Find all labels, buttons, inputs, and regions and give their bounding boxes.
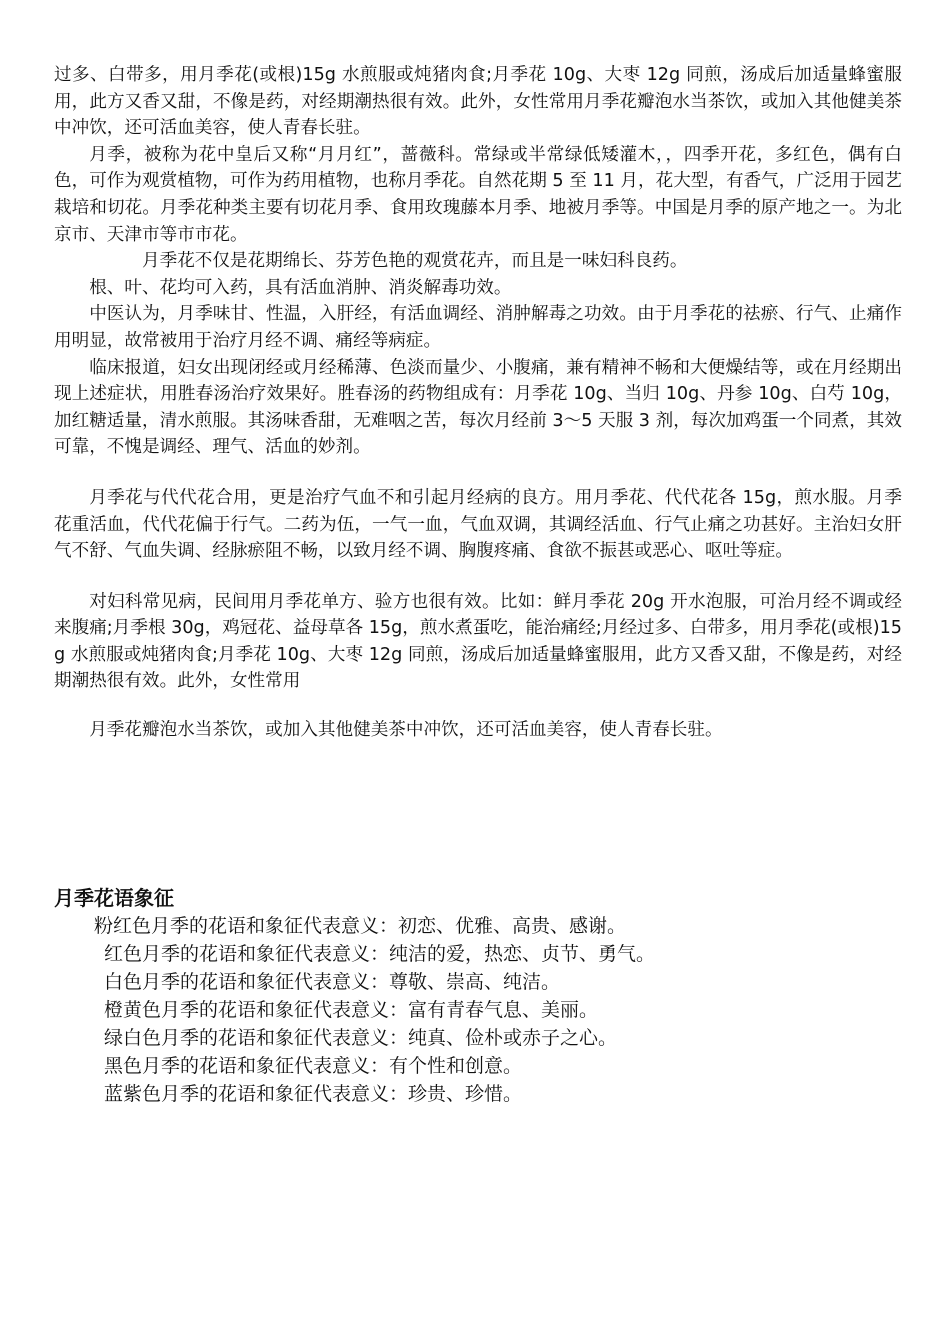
- symbolism-pink: 粉红色月季的花语和象征代表意义：初恋、优雅、高贵、感谢。: [94, 915, 627, 937]
- paragraph-combination: 月季花与代代花合用，更是治疗气血不和引起月经病的良方。用月季花、代代花各 15g，煎水服。月季花重活血，代代花偏于行气。二药为伍，一气一血，气血双调，其调经活血、行气止痛之功甚好。主治妇女肝气不舒、气血失调、经脉瘀阻不畅，以致月经不调、胸腹疼痛、食欲不振甚或恶心、呕吐等症。: [54, 487, 902, 562]
- symbolism-green-white: 绿白色月季的花语和象征代表意义：纯真、俭朴或赤子之心。: [104, 1027, 618, 1049]
- symbolism-white: 白色月季的花语和象征代表意义：尊敬、崇高、纯洁。: [104, 971, 561, 993]
- symbolism-red: 红色月季的花语和象征代表意义：纯洁的爱，热恋、贞节、勇气。: [104, 943, 656, 965]
- paragraph-clinical: 临床报道，妇女出现闭经或月经稀薄、色淡而量少、小腹痛，兼有精神不畅和大便燥结等，或在月经期出现上述症状，用胜春汤治疗效果好。胜春汤的药物组成有：月季花 10g、当归 10g、丹参 10g、白芍 10g，加红糖适量，清水煎服。其汤味香甜，无难咽之苦，每次月经前 3～5 天服 3 剂，每次加鸡蛋一个同煮，其效可靠，不愧是调经、理气、活血的妙剂。: [54, 357, 902, 458]
- symbolism-black: 黑色月季的花语和象征代表意义：有个性和创意。: [104, 1055, 523, 1077]
- symbolism-orange-yellow: 橙黄色月季的花语和象征代表意义：富有青春气息、美丽。: [104, 999, 599, 1021]
- paragraph-continuation: 过多、白带多，用月季花(或根)15g 水煎服或炖猪肉食;月季花 10g、大枣 12g 同煎，汤成后加适量蜂蜜服用，此方又香又甜，不像是药，对经期潮热很有效。此外，女性常用月季花瓣泡水当茶饮，或加入其他健美茶中冲饮，还可活血美容，使人青春长驻。: [54, 65, 902, 139]
- paragraph-folk-remedies: 对妇科常见病，民间用月季花单方、验方也很有效。比如：鲜月季花 20g 开水泡服，可治月经不调或经来腹痛;月季根 30g，鸡冠花、益母草各 15g，煎水煮蛋吃，能治痛经;月经过多、白带多，用月季花(或根)15g 水煎服或炖猪肉食;月季花 10g、大枣 12g 同煎，汤成后加适量蜂蜜服用，此方又香又甜，不像是药，对经期潮热很有效。此外，女性常用: [54, 591, 902, 692]
- paragraph-tea: 月季花瓣泡水当茶饮，或加入其他健美茶中冲饮，还可活血美容，使人青春长驻。: [89, 720, 723, 741]
- symbolism-blue-purple: 蓝紫色月季的花语和象征代表意义：珍贵、珍惜。: [104, 1083, 523, 1105]
- flower-symbolism-list: [94, 912, 656, 1108]
- paragraph-intro: 月季，被称为花中皇后又称“月月红”，蔷薇科。常绿或半常绿低矮灌木，，四季开花，多红色，偶有白色，可作为观赏植物，可作为药用植物，也称月季花。自然花期 5 至 11 月，花大型，有香气，广泛用于园艺栽培和切花。月季花种类主要有切花月季、食用玫瑰藤本月季、地被月季等。中国是月季的原产地之一。为北京市、天津市等市市花。: [54, 144, 902, 245]
- paragraph-gynecology: 月季花不仅是花期绵长、芬芳色艳的观赏花卉，而且是一味妇科良药。: [142, 251, 688, 272]
- paragraph-medicinal-parts: 根、叶、花均可入药，具有活血消肿、消炎解毒功效。: [89, 277, 512, 298]
- document-body: [54, 62, 902, 744]
- section-title: 月季花语象征: [54, 886, 174, 910]
- paragraph-tcm: 中医认为，月季味甘、性温，入肝经，有活血调经、消肿解毒之功效。由于月季花的祛瘀、行气、止痛作用明显，故常被用于治疗月经不调、痛经等病症。: [54, 304, 902, 351]
